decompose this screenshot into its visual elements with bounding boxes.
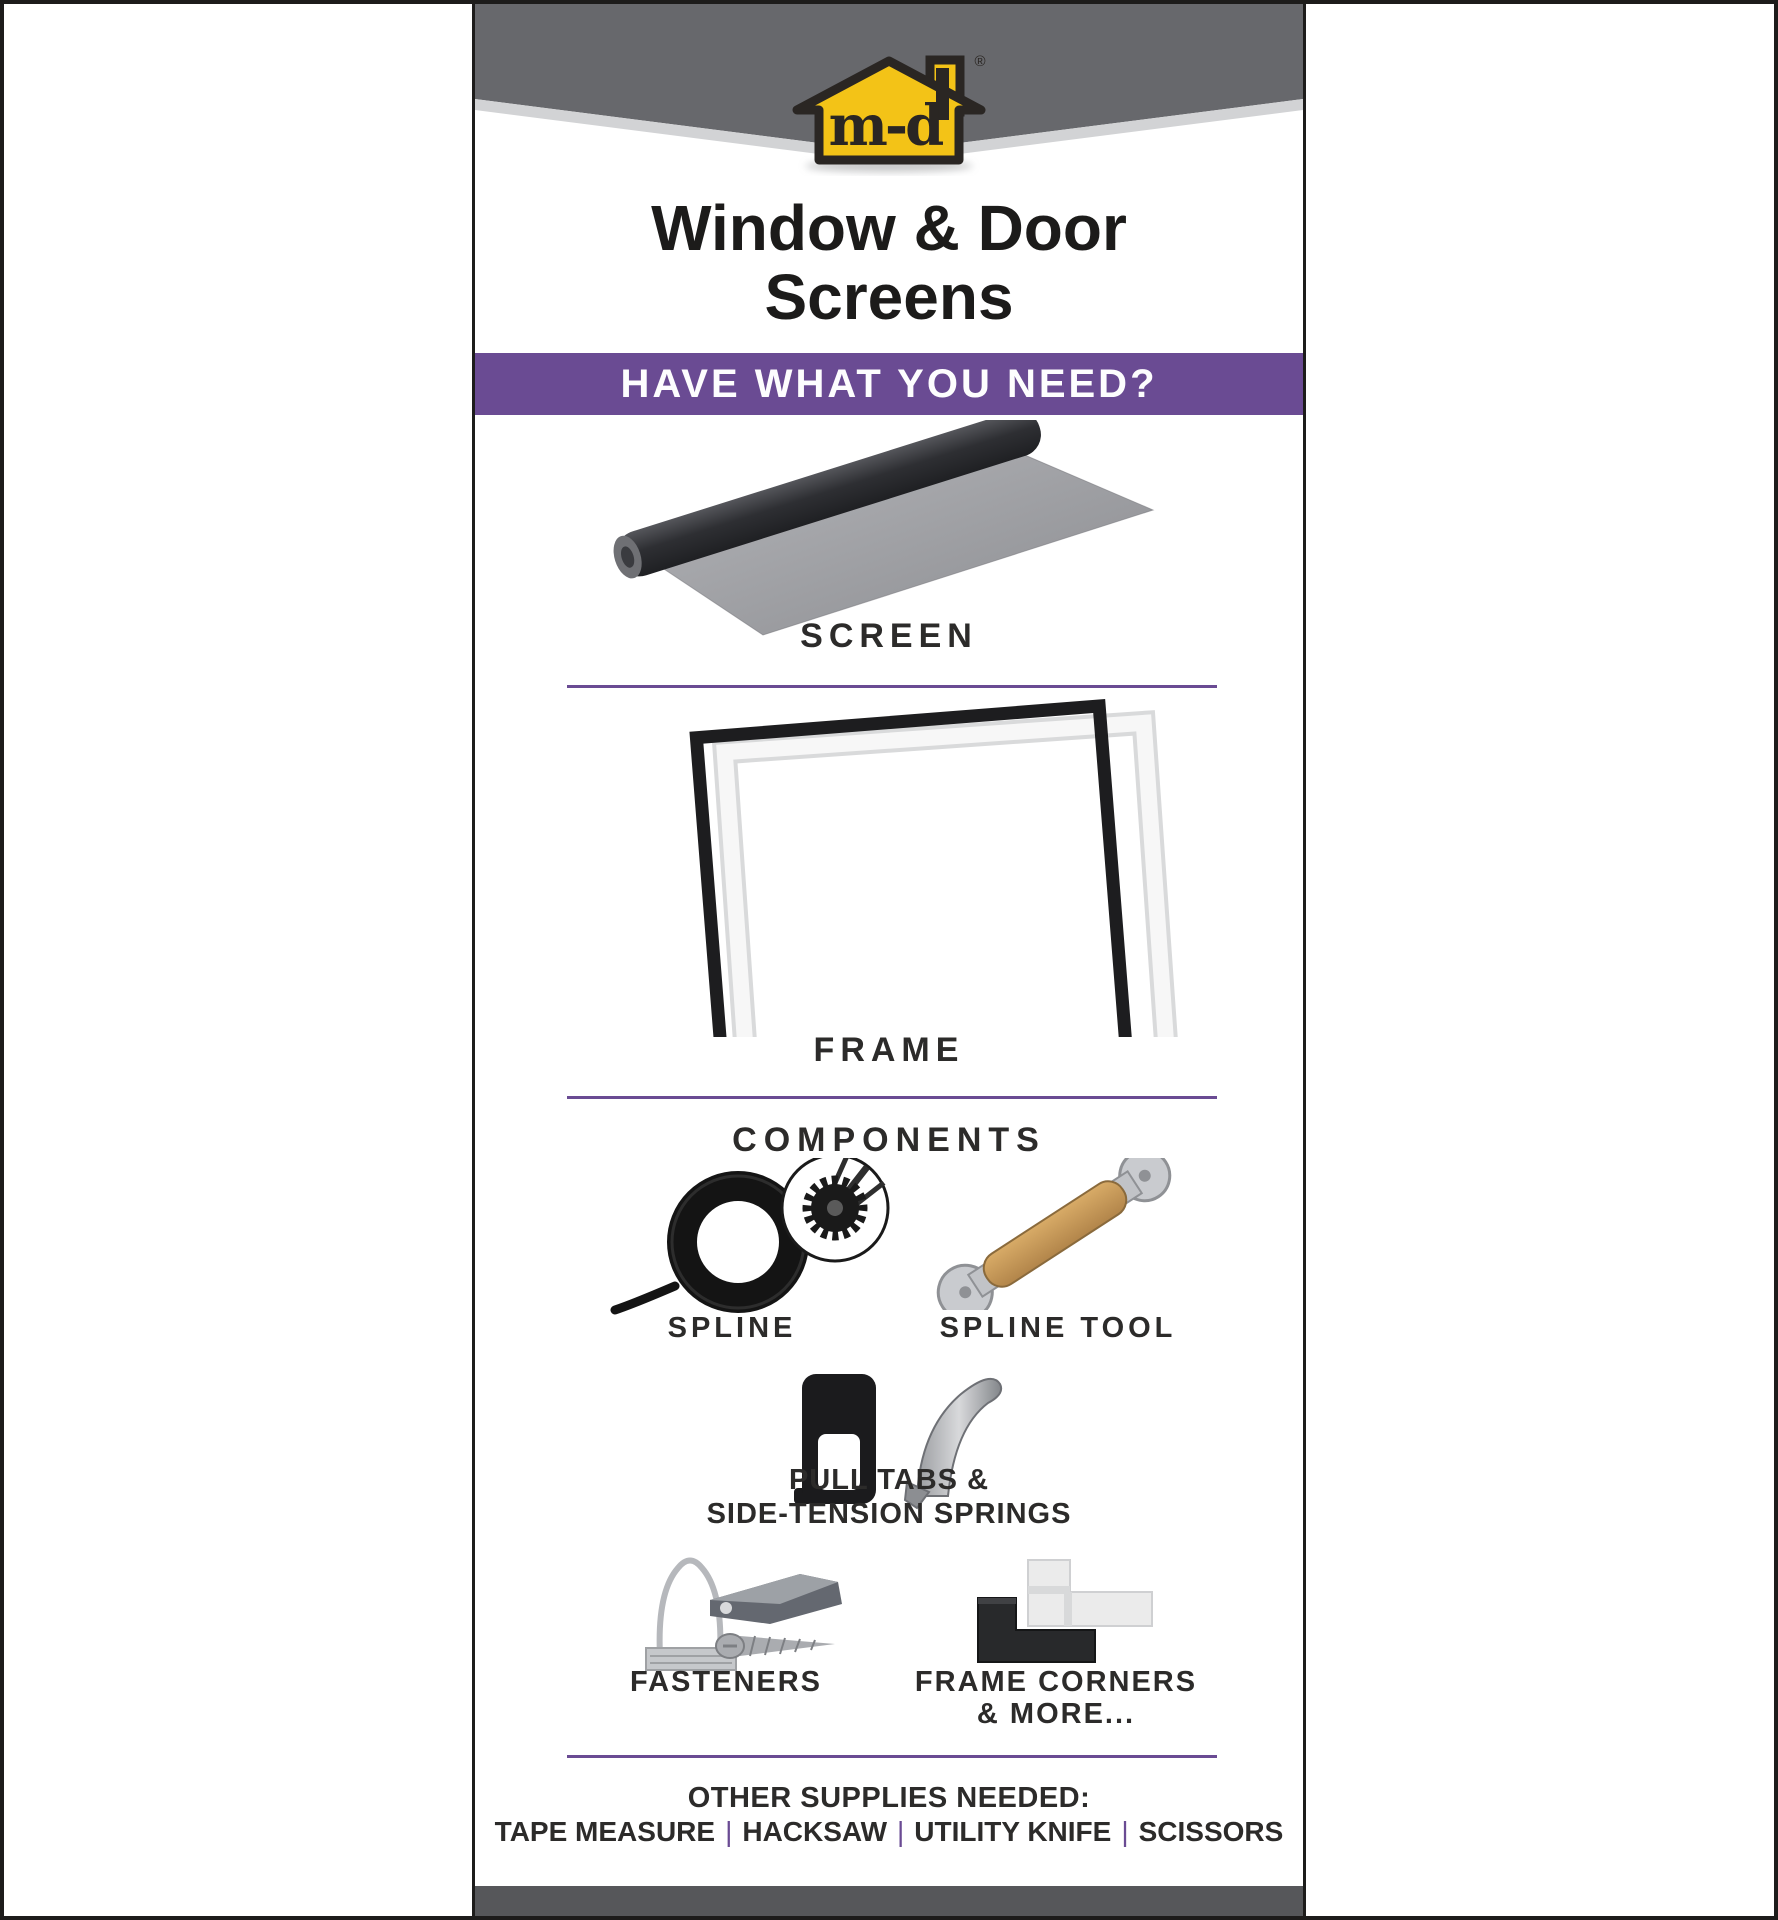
have-what-you-need-banner <box>475 353 1303 415</box>
spline-label: SPLINE <box>667 1312 797 1344</box>
logo-text: m-d <box>828 93 942 159</box>
spline-image <box>605 1158 905 1316</box>
spline-tail <box>615 1286 675 1310</box>
supply-separator: | <box>1121 1816 1129 1847</box>
screen-label: SCREEN <box>800 617 978 655</box>
section-divider-3 <box>567 1755 1217 1758</box>
footer-gray-bar <box>475 1886 1303 1920</box>
page-title <box>475 194 1303 332</box>
section-divider-1 <box>567 685 1217 688</box>
md-logo <box>787 48 991 176</box>
page-title-line1: Window & Door <box>651 192 1127 264</box>
pull-tabs-label-line2: SIDE-TENSION SPRINGS <box>706 1498 1072 1530</box>
components-heading: COMPONENTS <box>732 1121 1046 1159</box>
other-supplies-heading: OTHER SUPPLIES NEEDED: <box>687 1782 1091 1814</box>
fasteners-image <box>630 1548 865 1673</box>
supply-item: UTILITY KNIFE <box>914 1816 1112 1847</box>
supply-item: HACKSAW <box>742 1816 888 1847</box>
banner-text: HAVE WHAT YOU NEED? <box>620 361 1158 406</box>
screen-roll-image <box>475 420 1303 650</box>
pull-tabs-label-line1: PULL TABS & <box>788 1464 990 1496</box>
supply-item: SCISSORS <box>1138 1816 1284 1847</box>
registered-mark: ® <box>974 53 986 70</box>
page-title-line2: Screens <box>764 261 1014 333</box>
screw-fastener <box>716 1634 835 1658</box>
other-supplies-list <box>475 1816 1303 1848</box>
spline-coil <box>682 1186 794 1298</box>
section-divider-2 <box>567 1096 1217 1099</box>
fasteners-label: FASTENERS <box>629 1666 823 1698</box>
spline-tool-label: SPLINE TOOL <box>939 1312 1177 1344</box>
spline-tool-image <box>930 1158 1180 1310</box>
frame-corners-image <box>970 1550 1160 1670</box>
infographic-panel <box>472 0 1306 1920</box>
supply-item: TAPE MEASURE <box>494 1816 716 1847</box>
frame-label: FRAME <box>813 1031 965 1069</box>
frame-corners-label-line1: FRAME CORNERS <box>914 1666 1198 1698</box>
spline-tool-handle <box>977 1175 1132 1293</box>
supply-separator: | <box>897 1816 905 1847</box>
frame-corners-label-line2: & MORE... <box>976 1698 1136 1730</box>
frame-image <box>475 695 1303 1037</box>
supply-separator: | <box>725 1816 733 1847</box>
